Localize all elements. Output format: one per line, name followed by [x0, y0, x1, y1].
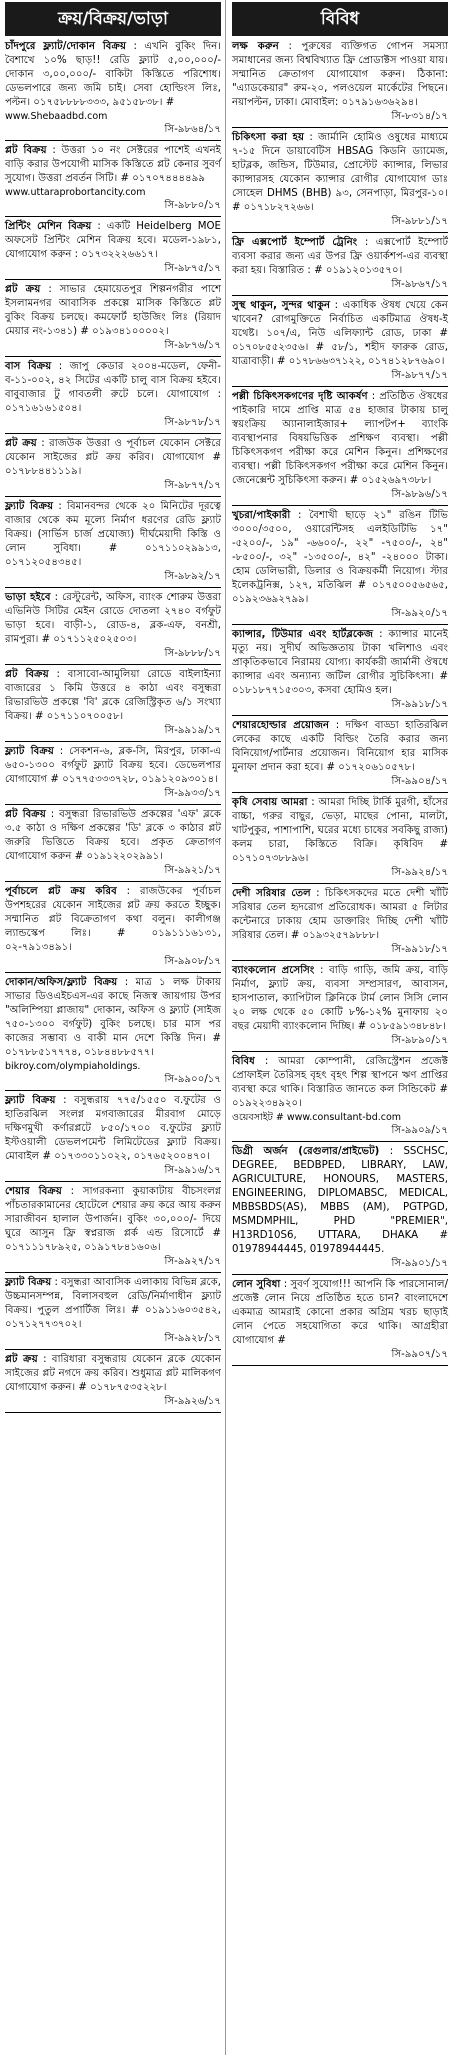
ad-separator	[5, 1181, 221, 1182]
ad-reference-code: সি-৯৯২৬/১৭	[164, 1396, 221, 1407]
ad-text	[230, 509, 450, 607]
ad-separator	[232, 232, 448, 233]
ad-separator	[5, 804, 221, 805]
ad-text	[3, 976, 223, 1060]
ad-body: : পুরুষের ব্যক্তিগত গোপন সমস্যা সমাধানের জন্য বিশ্ববিখ্যাত ফ্রি প্রোডাক্টস পাওয়া যায়। সম্মানিত ক্রেতাগণ যোগাযোগ করুন। ঠিকানা: "এ্যাডকেয়ার" রুম-২০, পলওয়েল মার্কেটের পিছনে। নয়াপল্টন, ঢাকা। মোবাইল: ০১৭৯১৬৩৬২৯৪।	[232, 41, 448, 108]
ad-reference-code: সি-৯৯১৮/১৭	[391, 944, 448, 955]
ad-reference-code: সি-৯৮৯২/১৭	[164, 571, 221, 582]
ad-text	[3, 1185, 223, 1255]
ad-title: শেয়ারহোল্ডার প্রয়োজন	[232, 720, 330, 731]
ad-text	[230, 131, 450, 215]
ad-reference-code: সি-৯৮৮০/১৭	[164, 200, 221, 211]
ad-reference-code: সি-৯৯০১/১৭	[391, 1258, 448, 1269]
classified-ad	[3, 808, 223, 882]
ad-reference-code: সি-৯৯১৯/১৭	[164, 725, 221, 736]
ad-title: পল্লী চিকিৎসকগণের দৃষ্টি আকর্ষণ	[232, 391, 368, 402]
ad-title: ফ্ল্যাট বিক্রয়	[5, 1095, 56, 1106]
column-buy-sell-rent	[3, 0, 223, 2055]
ad-text	[3, 885, 223, 955]
classified-ad	[230, 236, 450, 296]
ad-title: কৃষি সেবায় আমরা	[232, 797, 308, 808]
ad-body: : ক্যান্সার মানেই মৃত্যু নয়। সুদীর্ঘ অভিজ্ঞতায় টাকা খলিশাও এবং প্রাকৃতিকভাবে নিরাময় যোগ্য। কার্যকরী জার্মানী ঔষধে ক্যান্সার এবং অন্যান্য জটিল রোগীর সুচিকিৎসা। # ০১৮১৮৭৭১৫৩০৩, কসবা হোমিও হল।	[232, 629, 448, 696]
ad-separator	[232, 960, 448, 961]
classified-ad	[3, 40, 223, 141]
classified-ad	[230, 887, 450, 961]
ad-separator	[5, 1349, 221, 1350]
ad-title: লোন সুবিধা	[232, 1279, 281, 1290]
ad-separator	[5, 279, 221, 280]
ad-separator	[232, 1141, 448, 1142]
classified-ad	[3, 500, 223, 588]
ad-body: : রাজউকের পূর্বাচল উপশহরের যেকোন সাইজের প্লট ক্রয় করতে ইচ্ছুক। সম্মানিত প্লট বিক্রেতাগণ কথা বলুন। কালীগঞ্জ ল্যান্ডস্কেপ লিঃ। # ০১৯১১১৬১৩১, ০২-৭৯১৩৪৯১।	[5, 886, 221, 953]
classified-ad	[230, 509, 450, 625]
ad-text	[3, 360, 223, 416]
ad-text	[230, 964, 450, 1034]
ad-title: ক্যান্সার, টিউমার এবং হার্টব্লকেজ	[232, 629, 374, 640]
classified-ad	[230, 131, 450, 233]
classified-ad	[3, 668, 223, 742]
ad-separator	[5, 664, 221, 665]
ad-text	[3, 808, 223, 864]
ad-website[interactable]: www.Shebaadbd.com	[5, 111, 108, 122]
ad-separator	[232, 127, 448, 128]
ad-title: ফ্ল্যাট বিক্রয়	[5, 1277, 52, 1288]
ad-title: ফ্ল্যাট বিক্রয়	[5, 501, 54, 512]
ad-reference-code: সি-৯৯২০/১৭	[391, 608, 448, 619]
ad-body: : এক্সপোর্ট ইম্পোর্ট ব্যবসা করার জন্য এর উপর ফ্রি ওয়ার্কশপ-এর ব্যবস্থা করা হয়। বিস্তারিত : # ০১৯১২০১৩৫৭০।	[232, 237, 448, 276]
ad-reference-code: সি-৯৮৬৪/১৭	[164, 124, 221, 135]
classified-ad	[3, 591, 223, 665]
ad-separator	[5, 741, 221, 742]
ad-title: লক্ষ করুন	[232, 41, 279, 52]
ad-text	[230, 1055, 450, 1111]
ad-body: : একাধিক ঔষধ খেয়ে কেন খাবেন? রোগমুক্তিতে নির্বাচিত একটিমাত্র ঔষধ-ই যথেষ্ট। ১০৭/এ, নিউ এলিফ্যান্ট রোড, ঢাকা # ০১৭০৮৫৫২৩৫৬। # ৫৮/১, শহীদ ফারুক রোড, যাত্রাবাড়ী। # ০১৭৮৬৬৩৭১২২, ০১৭৪১২৮৭৬৯০।	[232, 300, 448, 367]
column-divider	[225, 0, 226, 2055]
ad-reference-code: সি-৯৮৯৬/১৭	[391, 489, 448, 500]
ad-body: : বসুন্ধরা আবাসিক এলাকায় বিভিন্ন ব্লকে, উচ্চমানসম্পন্ন, বিলাসবহুল রেডি/নির্মাণাধীন ফ্ল্যাট বিক্রয়। পুতুল প্রপার্টিজ লিঃ। # ০১৯১১৬০৩৫৪২, ০১৭১২৭৭৩৭০২।	[5, 1277, 222, 1330]
ad-separator	[232, 883, 448, 884]
ad-reference-code: সি-৯৯২৭/১৭	[164, 1256, 221, 1267]
ad-website[interactable]: ওয়েবসাইট # www.consultant-bd.com	[232, 1112, 402, 1123]
ad-reference-code: সি-৯৯০০/১৭	[164, 1074, 221, 1085]
ad-website[interactable]: www.uttaraprobortancity.com	[5, 187, 146, 198]
ad-reference-code: সি-৯৯২৪/১৭	[391, 867, 448, 878]
classified-ad	[3, 1094, 223, 1182]
column-header-buy-sell-rent: ক্রয়/বিক্রয়/ভাড়া	[5, 2, 221, 36]
ad-title: চিকিৎসা করা হয়	[232, 132, 304, 143]
classified-ad	[3, 437, 223, 497]
ad-separator	[5, 1272, 221, 1273]
ad-separator	[232, 624, 448, 625]
classified-ad	[230, 299, 450, 387]
ad-body: : বারিধারা বসুন্ধরায় যেকোন ব্লকে যেকোন সাইজের প্লট নগদে ক্রয় করিব। শুধুমাত্র প্লট মালিকগণ যোগাযোগ করুন। # ০১৭৮৭৫৩৫২২৮।	[5, 1354, 221, 1393]
ad-title: শেয়ার বিক্রয়	[5, 1186, 62, 1197]
classified-ad	[3, 1276, 223, 1350]
ad-text	[3, 1276, 223, 1332]
ad-body: : প্রতিষ্ঠিত ঔষধের পাইকারি দামে প্রাপ্তি মাত্র ৫৪ হাজার টাকায় চালু স্বয়ংক্রিয় অ্যানালাইজার+ ল্যাপটপ+ ব্যাংকি ব্যবস্থাপনার বিষয়ভিত্তিক প্রশিক্ষণ ব্যবস্থা। পল্লী চিকিৎসকগণ পরীক্ষা করে মেশিন কিনুন। প্রশিক্ষণের ব্যবস্থা। পল্লী চিকিৎসকগণ পরীক্ষা করে মেশিন কিনুন। জেনেক্সেন্ট সুচিকিৎসা করুন। # ০১৫২৬৯৭৩৮৮।	[232, 391, 448, 486]
ad-body: : জার্মানি হোমিও ওষুধের মাধ্যমে ৭-১৫ দিনে ডায়াবেটিস HBSAG কিডনি ড্যামেজ, হাটব্লক, জন্ডিস, টিউমার, প্রোস্টেট ক্যান্সার, লিভার ক্যান্সারসহ যেকোন ক্যান্সার রোগীর যোগাযোগ ডাঃ সোহেল DHMS (BHB) ৯৩, সেনপাড়া, মিরপুর-১০। # ০১৭১৮২৭২৬৬।	[232, 132, 448, 213]
ad-title: প্লট বিক্রয়	[5, 145, 47, 156]
ad-title: ডিগ্রী অর্জন (রেগুলার/প্রাইভেট)	[232, 1146, 380, 1157]
ad-reference-code: সি-৯৯১৮/১৭	[391, 699, 448, 710]
ad-text	[3, 40, 223, 110]
ad-title: ফ্রি এক্সপোর্ট ইম্পোর্ট ট্রেনিং	[232, 237, 358, 248]
ad-text	[3, 1353, 223, 1395]
ad-separator	[5, 433, 221, 434]
ad-body: : সুবর্ণ সুযোগ!!! আপনি কি পারসোনাল/প্রজেক্ট লোন নিয়ে প্রতিষ্ঠিত হতে চান? বাংলাদেশে একমাত্র আমরাই কোনো প্রকার অগ্রিম খরচ ছাড়াই লোন পেতে সহযোগিতা করে থাকি। আগ্রহীরা যোগাযোগ #	[232, 1279, 448, 1346]
ad-title: প্লট ক্রয়	[5, 1354, 38, 1365]
ad-text	[230, 796, 450, 866]
ads-list	[3, 40, 223, 1413]
ad-text	[230, 719, 450, 775]
ad-title: প্লট বিক্রয়	[5, 669, 49, 680]
ad-text	[230, 1145, 450, 1257]
ad-body: : চিকিৎসকদের মতে দেশী খাঁটি সরিষার তেল হৃদরোগ প্রতিরোধক। আমরা ৫ লিটার কন্টেনারে ঢাকায় হোম ডাক্তারিং দিচ্ছি দেশী খাঁটি সরিষার তেল। # ০১৯৩২৫৭৯৮৮৮।	[232, 888, 448, 941]
ad-text	[3, 437, 223, 479]
ad-reference-code: সি-৯৯২১/১৭	[164, 865, 221, 876]
ad-separator	[5, 496, 221, 497]
ad-separator	[5, 881, 221, 882]
ad-text	[3, 144, 223, 186]
ad-title: দেশী সরিষার তেল	[232, 888, 311, 899]
classified-ad	[3, 283, 223, 357]
ad-body: : বাড়ি গাড়ি, জমি ক্রয়, বাড়ি নির্মাণ, ফ্ল্যাট ক্রয়, ব্যবসা সম্প্রসারণ, আবাসন, হাসপাতাল, ক্যাপিটাল ক্লিনিকে টার্ম লোন সিসি লোন ২০ লক্ষ থেকে ৫০ কোটি ৮%-১২% মুনাফায় ২০ বছর মেয়াদী ব্যাংকলোন দিচ্ছি। # ০১৮৫৯১৩৪৮৪৮।	[232, 965, 448, 1032]
ad-reference-code: সি-৯৯০৪/১৭	[391, 776, 448, 787]
ad-text	[230, 887, 450, 943]
ad-body: : রাজউক উত্তরা ও পূর্বাচল যেকোন সেক্টরে যেকোন সাইজের প্লট ক্রয় করিব। যোগাযোগ # ০১৭৮৮৪৪১১১৯।	[5, 438, 221, 477]
ad-body: : জাপু কেডার ২০০৪-মডেল, ফেনী-ব-১১-০০২, ৪২ সিটের একটি চালু বাস বিক্রয় হইবে। বাবুবাজার টু গাবতলী রুটে চলে। যোগাযোগ : ০১৭১৬১৬১৫০৪।	[5, 361, 221, 414]
ad-reference-code: সি-৯৮৮৮/১৭	[164, 648, 221, 659]
classified-ad	[230, 390, 450, 506]
ad-title: দোকান/অফিস/ফ্ল্যাট বিক্রয়	[5, 977, 118, 988]
ad-reference-code: সি-৯৮৭৭/১৭	[164, 480, 221, 491]
ad-body: : বিমানবন্দর থেকে ২০ মিনিটের দূরত্বে বাজার থেকে কম মূল্যে নির্মাণ ধরণের রেডি ফ্ল্যাট বিক্রয়। (সার্ভিস চার্জ প্রযোজ্য) দীর্ঘমেয়াদী কিস্তি ও লোন সুবিধা। # ০১৭১১০২৯৯১৩, ০১৭১২০৫৪৩৪৫।	[5, 501, 221, 568]
ad-separator	[232, 1051, 448, 1052]
ad-body: : আমরা দিচ্ছি টার্কি মুরগী, হাঁসের বাচ্চা, গরুর বাছুর, ভেড়া, মাছের পোনা, মালটা, খাটপুকুর, পাশাপাশি, ঘরের মধ্যে চাষের সবকিছু রাজ্য) কলম চারা, কিস্তিতে বিক্রি। কৃষিবিদ # ০১৭১০৭৩৮৮৯৬।	[232, 797, 449, 864]
ad-text	[3, 500, 223, 570]
classified-ad	[3, 1353, 223, 1413]
ad-title: সুস্থ থাকুন, সুন্দর থাকুন	[232, 300, 331, 311]
ad-body: : একটি Heidelberg MOE অফসেট প্রিন্টিং মেশিন বিক্রয় হবে। মডেল-১৯৮১, যোগাযোগ করুন : ০১৭৩২২২৬৬১৭।	[5, 221, 221, 260]
ad-separator	[5, 587, 221, 588]
classified-ad	[230, 628, 450, 716]
ad-reference-code: সি-৯৯০৮/১৭	[164, 956, 221, 967]
ad-title: প্লট ক্রয়	[5, 284, 41, 295]
ad-body: : মাত্র ১ লক্ষ টাকায় সাভার ডিওএইচএস-এর কাছে নিজস্ব জায়গায় উপর "অলিম্পিয়া প্লাজায়" দোকান, অফিস ও ফ্ল্যাট (সাইজ ৭৫০-১৩০০ বর্গফুট) বুকিং চলছে। চার মাস পর কাজের সম্ভাব্য ও বাকী মান দেশে কিস্তি দিন। # ০১৭৮৮৫১৭৭৭৪, ০১৮৪৪৮৮৫৭৭।	[5, 977, 221, 1058]
ad-separator	[232, 715, 448, 716]
ad-text	[230, 390, 450, 488]
ad-reference-code: সি-৯৯০৭/১৭	[391, 1349, 448, 1360]
classified-ad	[230, 1278, 450, 1366]
ad-separator	[232, 1365, 448, 1366]
ad-separator	[232, 792, 448, 793]
ad-body: : বসুন্ধরা রিভারভিউ প্রকল্পের 'এফ' ব্লকে ৩.৫ কাঠা ও দক্ষিণ প্রকল্পের 'ডি' ব্লকে ৩ কাঠার প্লট জরুরি ভিত্তিতে বিক্রয় হবে। প্রকৃত ক্রেতাগণ যোগাযোগ করুন # ০১৯১২২০২৯৯১।	[5, 809, 221, 862]
ad-title: বিবিধ	[232, 1056, 255, 1067]
ad-title: ভাড়া হইবে	[5, 592, 51, 603]
ad-reference-code: সি-৮৩১৪/১৭	[391, 111, 448, 122]
ad-title: খুচরা/পাইকারী	[232, 510, 291, 521]
classified-ad	[3, 360, 223, 434]
ad-reference-code: সি-৯৮৭৬/১৭	[164, 340, 221, 351]
ad-text	[230, 299, 450, 369]
ad-text	[230, 236, 450, 278]
ad-reference-code: সি-৯৯১৬/১৭	[164, 1165, 221, 1176]
classified-ad	[3, 144, 223, 217]
ad-text	[230, 628, 450, 698]
ad-body: : সাগরকন্যা কুয়াকাটায় বীচসংলগ্ন পাঁচতারকামানের হোটেলে শেয়ার ক্রয় করে আয় করুন সারাজীবন হালাল উপার্জন। বুকিং ৩০,০০০/- দিয়ে ঘুরে আসুন ফ্রি স্বপ্নরাজ প্লর্ক এন্ড রিসোর্টে # ০১৭১১১৭৮৯২৫, ০১৯১৭৮৪১৬০৬।	[5, 1186, 222, 1253]
classified-ad	[3, 885, 223, 973]
classified-ad	[230, 1055, 450, 1142]
ad-separator	[5, 216, 221, 217]
ad-reference-code: সি-৯৮৯০/১৭	[391, 1035, 448, 1046]
ad-body: : রেস্টুরেন্ট, অফিস, ব্যাংক শোরুম উত্তরা এভিনিউ সিটির মেইন রোডে দোতলা ২৭৪০ বর্গফুট ভাড়া হবে। বাড়ী-১, রোড-৪, ব্লক-এফ, বনশ্রী, রামপুরা। # ০১৭১১২৫০২৫০৩।	[5, 592, 221, 645]
ads-list	[230, 40, 450, 1366]
ad-body: : সেকশন-৬, ব্লক-সি, মিরপুর, ঢাকা-এ ৬৫০-১৩০০ বর্গফুট ফ্ল্যাট বিক্রয় হবে। ডেভেলপার যোগাযোগ # ০১৭৭৫৩৩৩৭২৮, ০১৯১২০৯৩০১৪।	[5, 746, 221, 785]
ad-website[interactable]: bikroy.com/olympiaholdings.	[5, 1061, 141, 1072]
ad-title: পূর্বাচলে প্লট ক্রয় করিব	[5, 886, 117, 897]
ad-title: ফ্ল্যাট বিক্রয়	[5, 746, 54, 757]
ad-title: প্রিন্টিং মেশিন বিক্রয়	[5, 221, 92, 232]
ad-text	[3, 668, 223, 724]
ad-reference-code: সি-৯৯৩৩/১৭	[164, 788, 221, 799]
ad-separator	[5, 140, 221, 141]
ad-title: ব্যাংকলোন প্রসেসিং	[232, 965, 315, 976]
ad-reference-code: সি-৯৯২৮/১৭	[164, 1333, 221, 1344]
ad-reference-code: সি-৯৮৭৮/১৭	[164, 417, 221, 428]
classified-ad	[3, 976, 223, 1091]
ad-separator	[232, 1274, 448, 1275]
ad-reference-code: সি-৯৮৬৭/১৭	[391, 279, 448, 290]
ad-title: প্লট বিক্রয়	[5, 809, 46, 820]
ad-separator	[5, 356, 221, 357]
ad-separator	[232, 386, 448, 387]
column-header-miscellaneous: বিবিধ	[232, 2, 448, 36]
ad-reference-code: সি-৯৮৮১/১৭	[391, 216, 448, 227]
ad-text	[3, 591, 223, 647]
ad-separator	[5, 1412, 221, 1413]
ad-body: : বসুন্ধরায় ৭৭৫/১৫৫০ ব.ফুটের ও হাতিরঝিল সংলগ্ন মগবাজারের মীরবাগ মোড়ে দক্ষিণমুখী কর্ণারপ্লটে ৮৫০/১৭০০ ব.ফুটের ফ্ল্যাট ইস্টওয়ালী ডেভলপমেন্ট লিমিটেডের ফ্ল্যাট বিক্রয়। মোবাইল # ০১৭৩৩০১১০২২, ০১৭৬৫২০০৪৭০।	[5, 1095, 222, 1162]
ad-body: : দক্ষিণ বাড্ডা হাতিরঝিল লেকের কাছে একটি বিল্ডিং তৈরি করার জন্য বিনিয়োগ/পার্টনার প্রয়োজন। বিনিয়োগ হার মাসিক মুনাফা প্রদান করা হবে। # ০১৭২০৬১০৫৭৮।	[232, 720, 448, 773]
ad-separator	[5, 1090, 221, 1091]
ad-separator	[232, 505, 448, 506]
ad-separator	[232, 295, 448, 296]
classified-ad	[3, 220, 223, 280]
ad-text	[3, 1094, 223, 1164]
ad-body: : এখনি বুকিং দিন। বৈশাখে ১০% ছাড়!! রেডি ফ্ল্যাট ৫,০০,০০০/- দোকান ৩,০০,০০০/- বাকিটা কিস্তিতে পরিশোধ। ডেভলপারে জন্য জমি চাই। সেবা হোল্ডিংস লিঃ, পল্টন। ০১৭৫৮৮৮৮৩৩৩, ৯৫১৫৮৩৮। #	[5, 41, 221, 108]
ad-body: : SSCHSC, DEGREE, BEDBPED, LIBRARY, LAW, AGRICULTURE, HONOURS, MASTERS, ENGINEERING, DIPLOMABSC, MEDICAL, MBBSBDS(AS), MBBS (AM), PGTPGD, MSMDMPHIL, PHD "PREMIER", H13RD10S6, UTTARA, DHAKA # 01978944445, 01978944445.	[232, 1146, 448, 1255]
column-miscellaneous	[230, 0, 450, 2055]
ad-body: : উত্তরা ১০ নং সেক্টরের পাশেই এখনই বাড়ি করার উপযোগী মাসিক কিস্তিতে প্লট কেনার সুবর্ণ সুযোগ। উত্তরা প্রবর্তন সিটি। # ০১৭০৭৪৪৪৪৯৯	[5, 145, 221, 184]
ad-title: বাস বিক্রয়	[5, 361, 52, 372]
classified-ad	[230, 1145, 450, 1275]
ad-reference-code: সি-৯৮৭৭/১৭	[391, 370, 448, 381]
classified-ad	[230, 796, 450, 884]
ad-title: চাঁদপুরে ফ্ল্যাট/দোকান বিক্রয়	[5, 41, 126, 52]
ad-reference-code: সি-৯৯০৯/১৭	[391, 1125, 448, 1136]
classified-ad	[230, 719, 450, 793]
ad-text	[3, 745, 223, 787]
ad-title: প্লট ক্রয়	[5, 438, 37, 449]
ad-body: : সাভার হেমায়েতপুর শিল্পনগরীর পাশে ইসলামনগর আবাসিক প্রকল্পে মাসিক কিস্তিতে প্লট বুকিং বিক্রয় চলছে। কমফোর্ট হাউজিং লিঃ (রিয়াদ মেয়ার নং-১৩৪১) # ০১৯৩৪১০০০০২।	[5, 284, 221, 337]
ad-reference-code: সি-৯৮৭৫/১৭	[164, 263, 221, 274]
ad-body: : আমরা কোম্পানী, রেজিস্ট্রেশন প্রজেক্ট প্রোফাইল তৈরিসহ বৃহৎ বৃহৎ শিল্প স্থাপনে ঋণ প্রাপ্তির ব্যবস্থা করে থাকি। বিস্তারিত জানতে কল সিন্ডিকেট # ০১৯২২৩৪৯২০।	[232, 1056, 448, 1109]
ad-separator	[5, 972, 221, 973]
classified-ad	[3, 1185, 223, 1273]
ad-text	[230, 40, 450, 110]
ad-text	[3, 283, 223, 339]
ad-text	[3, 220, 223, 262]
classified-ad	[3, 745, 223, 805]
classified-ad	[230, 964, 450, 1052]
classified-ad	[230, 40, 450, 128]
ad-body: : বৈশাখী ছাড়ে ২১" রঙিন টিভি ৩০০০/৩৫০০, ওয়ারেন্টিসহ এলইডিটিভি ১৭" -৫২০০/-, ১৯" -৬৬০০/-, ২২" -৭৫০০/-, ২৪" -৮৫০০/-, ৩২" -১৩৫০০/-, ৪২" -২৪০০০ টাকা। হোম ডেলিভারী, ডিলার ও বিক্রয়কর্মী নিয়োগ। স্টার ইলেকট্রনিক্স, ১২৭, মতিঝিল # ০১৭৫০০৫৬৫৬৫, ০১৯২৩৬৯২৭৯৯।	[232, 510, 448, 605]
ad-body: : বাসাবো-আমুলিয়া রোডে বাইলাইন্যা বাজারের ১ কিমি উত্তরে ৪ কাঠা এবং বসুন্ধরা রিভারভিউ প্রকল্পে 'বি' ব্লকে রেজিস্ট্রিকৃত ৬/১ সংখ্যা বিক্রয়। # ০১৭১১০৭০০৫৮।	[5, 669, 221, 722]
ad-text	[230, 1278, 450, 1348]
